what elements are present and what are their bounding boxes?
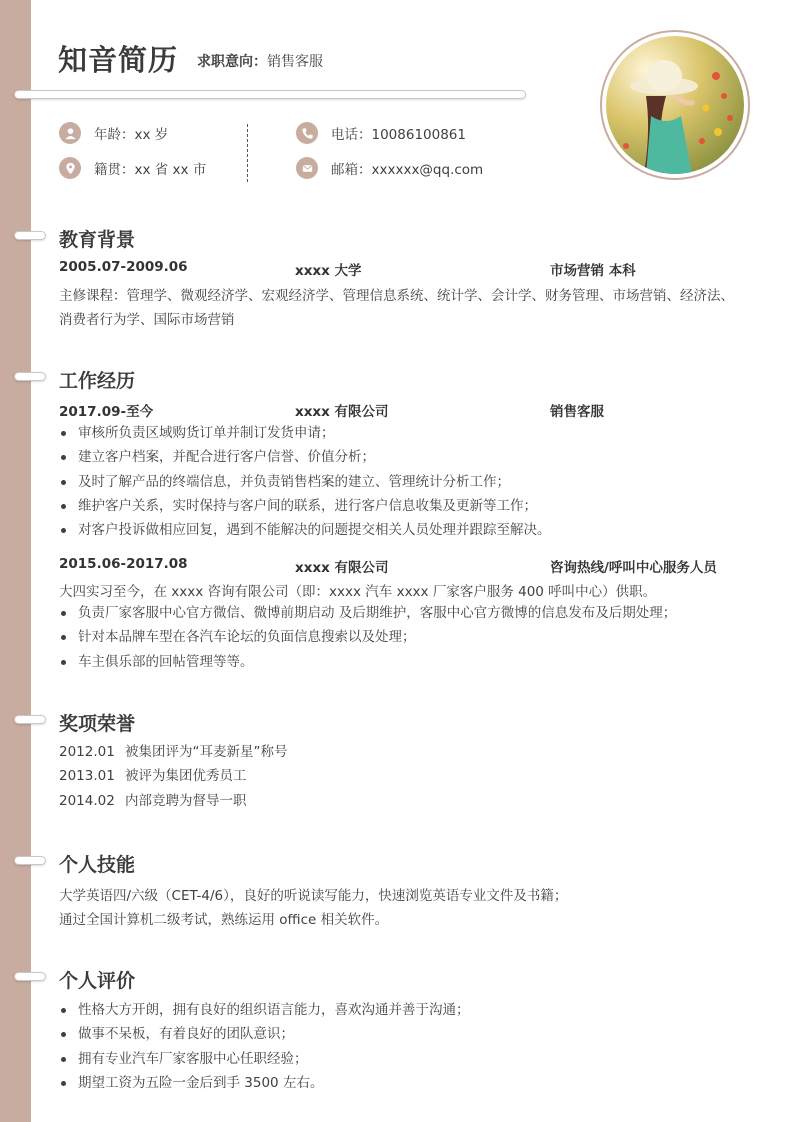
job-intent <box>197 51 323 71</box>
section-title-skills: 个人技能 <box>59 854 136 876</box>
info-hometown <box>59 157 206 179</box>
job1-duties <box>59 421 551 542</box>
section-marker-education <box>14 231 46 240</box>
skills-line2: 通过全国计算机二级考试，熟练运用 office 相关软件。 <box>59 912 389 928</box>
education-courses-line2: 消费者行为学、国际市场营销 <box>59 312 235 328</box>
list-item: 建立客户档案，并配合进行客户信誉、价值分析； <box>59 445 551 469</box>
phone-text: 电话：10086100861 <box>331 127 466 143</box>
job-intent-value: 销售客服 <box>267 54 323 70</box>
phone-icon <box>296 122 318 144</box>
info-separator <box>247 124 248 182</box>
list-item <box>59 764 288 788</box>
job2-row <box>59 556 759 576</box>
profile-photo-image <box>606 36 744 174</box>
job2-position: 咨询热线/呼叫中心服务人员 <box>550 560 717 576</box>
job2-duties <box>59 601 676 674</box>
info-email <box>296 157 483 179</box>
job1-position: 销售客服 <box>550 404 604 420</box>
list-item: 车主俱乐部的回帖管理等等。 <box>59 650 676 674</box>
job2-intro: 大四实习至今，在 xxxx 咨询有限公司（即：xxxx 汽车 xxxx 厂家客户服务 400 呼叫中心）供职。 <box>59 584 657 600</box>
resume-name: 知音简历 <box>58 43 179 77</box>
list-item: 及时了解产品的终端信息，并负责销售档案的建立、管理统计分析工作； <box>59 470 551 494</box>
list-item: 期望工资为五险一金后到手 3500 左右。 <box>59 1071 470 1095</box>
age-text: 年龄：xx 岁 <box>94 127 169 143</box>
education-courses-line1: 主修课程：管理学、微观经济学、宏观经济学、管理信息系统、统计学、会计学、财务管理、市场营销、经济法、 <box>59 288 734 304</box>
info-age <box>59 122 168 144</box>
job-intent-label: 求职意向： <box>197 54 267 70</box>
list-item: 维护客户关系，实时保持与客户间的联系，进行客户信息收集及更新等工作； <box>59 494 551 518</box>
list-item: 对客户投诉做相应回复，遇到不能解决的问题提交相关人员处理并跟踪至解决。 <box>59 518 551 542</box>
section-marker-skills <box>14 856 46 865</box>
list-item: 负责厂家客服中心官方微信、微博前期启动 及后期维护，客服中心官方微博的信息发布及后期处理； <box>59 601 676 625</box>
section-title-evaluation: 个人评价 <box>59 970 136 992</box>
education-school: xxxx 大学 <box>295 263 362 279</box>
hometown-text: 籍贯：xx 省 xx 市 <box>94 162 207 178</box>
profile-photo <box>600 30 750 180</box>
section-title-education: 教育背景 <box>59 229 136 251</box>
education-date: 2005.07-2009.06 <box>59 259 188 275</box>
award-year: 2012.01 <box>59 744 115 760</box>
education-row <box>59 259 759 279</box>
list-item <box>59 740 288 764</box>
awards-list <box>59 740 288 813</box>
education-major: 市场营销 本科 <box>550 263 636 279</box>
list-item: 性格大方开朗，拥有良好的组织语言能力，喜欢沟通并善于沟通； <box>59 998 470 1022</box>
section-title-awards: 奖项荣誉 <box>59 713 136 735</box>
section-marker-evaluation <box>14 972 46 981</box>
list-item <box>59 789 288 813</box>
award-text: 被集团评为“耳麦新星”称号 <box>125 744 288 760</box>
section-marker-work <box>14 372 46 381</box>
mail-icon <box>296 157 318 179</box>
skills-line1: 大学英语四/六级（CET-4/6），良好的听说读写能力，快速浏览英语专业文件及书籍； <box>59 888 568 904</box>
sidebar-accent <box>0 0 31 1122</box>
list-item: 做事不呆板，有着良好的团队意识； <box>59 1022 470 1046</box>
evaluation-list <box>59 998 470 1095</box>
job2-company: xxxx 有限公司 <box>295 560 389 576</box>
job1-company: xxxx 有限公司 <box>295 404 389 420</box>
location-icon <box>59 157 81 179</box>
email-text: 邮箱：xxxxxx@qq.com <box>331 162 484 178</box>
award-year: 2014.02 <box>59 792 115 809</box>
award-text: 内部竞聘为督导一职 <box>125 792 247 809</box>
section-title-work: 工作经历 <box>59 370 136 392</box>
list-item: 拥有专业汽车厂家客服中心任职经验； <box>59 1047 470 1071</box>
award-year: 2013.01 <box>59 768 115 785</box>
info-phone <box>296 122 466 144</box>
header-divider-bar <box>14 90 526 99</box>
list-item: 针对本品牌车型在各汽车论坛的负面信息搜索以及处理； <box>59 625 676 649</box>
award-text: 被评为集团优秀员工 <box>125 768 247 785</box>
list-item: 审核所负责区域购货订单并制订发货申请； <box>59 421 551 445</box>
job1-row <box>59 400 759 420</box>
user-icon <box>59 122 81 144</box>
job1-date: 2017.09-至今 <box>59 404 154 420</box>
section-marker-awards <box>14 715 46 724</box>
job2-date: 2015.06-2017.08 <box>59 556 188 572</box>
